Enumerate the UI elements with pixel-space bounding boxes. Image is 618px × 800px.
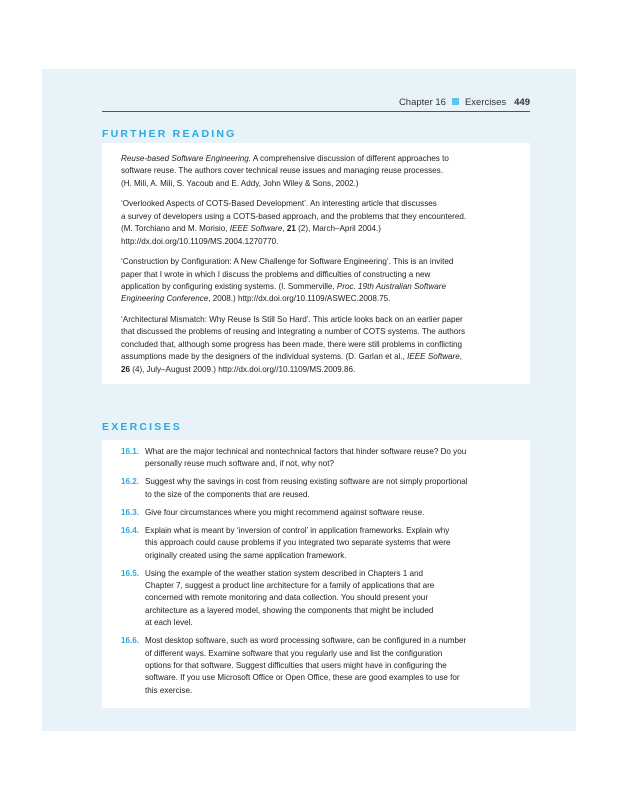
reference-text: (2), March–April 2004.) <box>295 224 381 234</box>
exercise-text: originally created using the same application framework. <box>145 550 347 560</box>
reference-item <box>121 153 514 190</box>
exercise-text: software. If you use Microsoft Office or Open Office, these are good examples to use for <box>145 673 460 683</box>
reference-link: http://dx.doi.org/10.1109/MS.2004.1270770. <box>121 236 279 246</box>
exercise-item <box>121 635 514 697</box>
exercise-text: architecture as a layered model, showing the components that might be included <box>145 605 434 615</box>
exercise-text: Using the example of the weather station system described in Chapters 1 and <box>145 568 424 578</box>
reference-text: software reuse. The authors cover technical reuse issues and managing reuse processes. <box>121 166 443 176</box>
journal-title: Proc. 19th Australian Software <box>336 282 446 292</box>
exercise-text: Chapter 7, suggest a product line architecture for a family of applications that are <box>145 581 435 591</box>
exercise-item <box>121 525 514 562</box>
exercise-item <box>121 446 514 471</box>
section-label: Exercises <box>464 97 507 108</box>
exercise-text: to the size of the components that are reused. <box>145 489 310 499</box>
further-reading-heading: FURTHER READING <box>102 128 237 140</box>
exercise-item <box>121 568 514 630</box>
reference-text: (M. Torchiano and M. Morisio, <box>121 224 230 234</box>
exercise-text: personally reuse much software and, if not, why not? <box>145 459 334 469</box>
exercise-number: 16.2. <box>121 477 140 487</box>
reference-text: that discussed the problems of reusing and integrating a number of COTS systems. The authors <box>121 327 466 337</box>
reference-item <box>121 314 514 376</box>
exercises-heading: EXERCISES <box>102 421 182 433</box>
reference-item <box>121 198 514 248</box>
reference-text: ‘Construction by Configuration: A New Challenge for Software Engineering’. This is an invited <box>121 257 454 267</box>
exercise-number: 16.4. <box>121 525 140 535</box>
exercise-number: 16.3. <box>121 507 140 517</box>
journal-title: Engineering Conference <box>121 294 209 304</box>
reference-text: a survey of developers using a COTS-based approach, and the problems that they encountered. <box>121 211 467 221</box>
exercise-text: Most desktop software, such as word processing software, can be configured in a number <box>145 636 467 646</box>
page-number: 449 <box>514 97 530 108</box>
exercise-text: What are the major technical and nontechnical factors that hinder software reuse? Do you <box>145 447 467 456</box>
reference-text: , <box>282 224 287 234</box>
reference-text: concluded that, although some progress has been made, there were still problems in conflicting <box>121 339 463 349</box>
exercise-text: options for that software. Suggest difficulties that users might have in configuring the <box>145 661 447 671</box>
square-bullet-icon <box>452 98 459 105</box>
exercise-text: at each level. <box>145 618 193 628</box>
exercise-number: 16.6. <box>121 636 140 646</box>
volume-number: 21 <box>286 224 296 234</box>
reference-text: assumptions made by the designers of the individual systems. (D. Garlan et al., <box>121 352 408 362</box>
exercise-text: concerned with remote monitoring and data collection. You should present your <box>145 593 429 603</box>
reference-text: (H. Mili, A. Mili, S. Yacoub and E. Addy, John Wiley & Sons, 2002.) <box>121 178 359 188</box>
exercise-item <box>121 476 514 501</box>
journal-title: IEEE Software <box>229 224 283 234</box>
exercise-text: this exercise. <box>145 685 193 695</box>
reference-text: , 2008.) http://dx.doi.org/10.1109/ASWEC.2008.75. <box>208 294 391 304</box>
exercise-text: Suggest why the savings in cost from reusing existing software are not simply proportional <box>145 477 468 487</box>
reference-title: Reuse-based Software Engineering. <box>121 154 252 163</box>
volume-number: 26 <box>121 364 131 374</box>
exercise-number: 16.1. <box>121 447 140 456</box>
chapter-label: Chapter 16 <box>398 97 446 108</box>
reference-text: paper that I wrote in which I discuss the problems and difficulties of constructing a new <box>121 269 431 279</box>
further-reading-box <box>102 143 530 384</box>
reference-item <box>121 256 514 306</box>
reference-text: A comprehensive discussion of different approaches to <box>251 154 449 163</box>
journal-title: IEEE Software <box>407 352 460 362</box>
exercises-box <box>102 440 530 708</box>
exercise-text: of different ways. Examine software that you regularly use and list the configuration <box>145 648 443 658</box>
running-head <box>102 97 530 112</box>
exercise-text: Give four circumstances where you might recommend against software reuse. <box>145 507 425 517</box>
exercise-text: this approach could cause problems if you integrated two separate systems that were <box>145 538 451 548</box>
reference-text: ‘Architectural Mismatch: Why Reuse Is Still So Hard’. This article looks back on an earlier paper <box>121 315 463 325</box>
reference-link: (4), July–August 2009.) http://dx.doi.org//10.1109/MS.2009.86. <box>130 364 356 374</box>
reference-text: , <box>459 352 463 362</box>
exercise-item <box>121 507 514 519</box>
reference-text: ‘Overlooked Aspects of COTS-Based Development’. An interesting article that discusses <box>121 199 437 209</box>
reference-text: application by configuring existing systems. (I. Sommerville, <box>121 282 337 292</box>
exercise-text: Explain what is meant by ‘inversion of control’ in application frameworks. Explain why <box>145 525 450 535</box>
exercise-number: 16.5. <box>121 568 140 578</box>
